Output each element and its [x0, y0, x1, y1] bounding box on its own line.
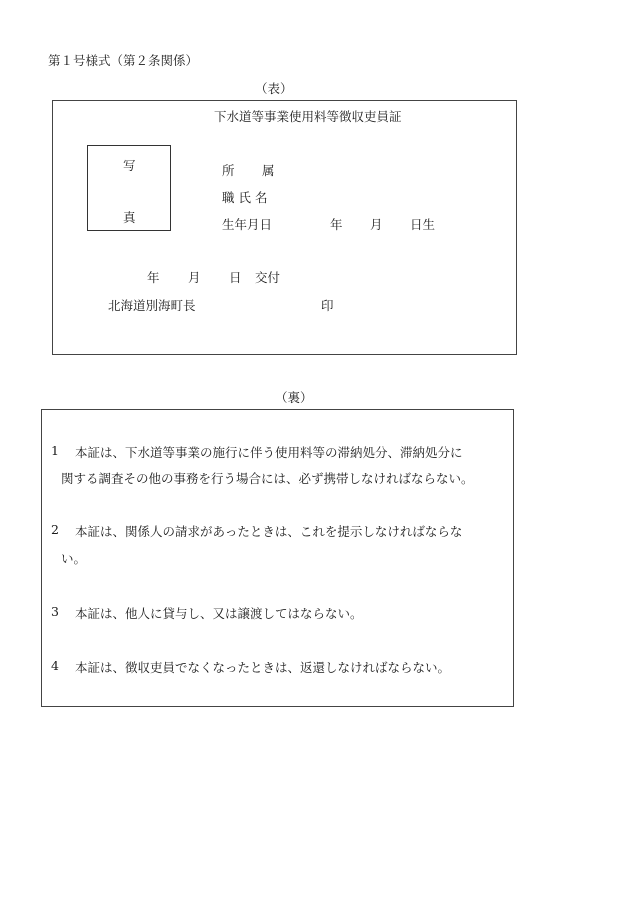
- issuer-name: 北海道別海町長: [108, 298, 196, 313]
- item-text-line2: 関する調査その他の事務を行う場合には、必ず携帯しなければならない。: [61, 471, 474, 486]
- affiliation-label-a: 所: [222, 163, 235, 178]
- item-text-line1: 本証は、下水道等事業の施行に伴う使用料等の滞納処分、滞納処分に: [75, 445, 463, 460]
- birth-day: 日生: [410, 217, 436, 232]
- item-text-line1: 本証は、関係人の請求があったときは、これを提示しなければならな: [75, 524, 463, 539]
- photo-box: [87, 145, 171, 231]
- card-title: 下水道等事業使用料等徴収吏員証: [214, 109, 402, 124]
- item-number: 2: [51, 522, 59, 537]
- issue-label: 交付: [255, 270, 281, 285]
- birth-label: 生年月日: [222, 217, 273, 232]
- back-side-label: （裏）: [275, 390, 313, 405]
- front-side-label: （表）: [255, 81, 293, 96]
- issue-month: 月: [188, 270, 201, 285]
- birth-year: 年: [330, 217, 343, 232]
- item-number: 3: [51, 604, 59, 619]
- item-text-line2: い。: [61, 551, 87, 566]
- photo-label-bottom: 真: [123, 210, 136, 225]
- back-card: [41, 409, 514, 707]
- seal-mark: 印: [321, 298, 334, 313]
- birth-month: 月: [370, 217, 383, 232]
- item-text-line1: 本証は、徴収吏員でなくなったときは、返還しなければならない。: [75, 660, 451, 675]
- affiliation-label-b: 属: [262, 163, 275, 178]
- form-number: 第１号様式（第２条関係）: [48, 53, 199, 68]
- name-label: 職 氏 名: [222, 190, 268, 205]
- item-text-line1: 本証は、他人に貸与し、又は譲渡してはならない。: [75, 606, 363, 621]
- photo-label-top: 写: [123, 158, 136, 173]
- item-number: 4: [51, 658, 59, 673]
- issue-year: 年: [147, 270, 160, 285]
- item-number: 1: [51, 443, 59, 458]
- front-card: [52, 100, 517, 355]
- issue-day: 日: [229, 270, 242, 285]
